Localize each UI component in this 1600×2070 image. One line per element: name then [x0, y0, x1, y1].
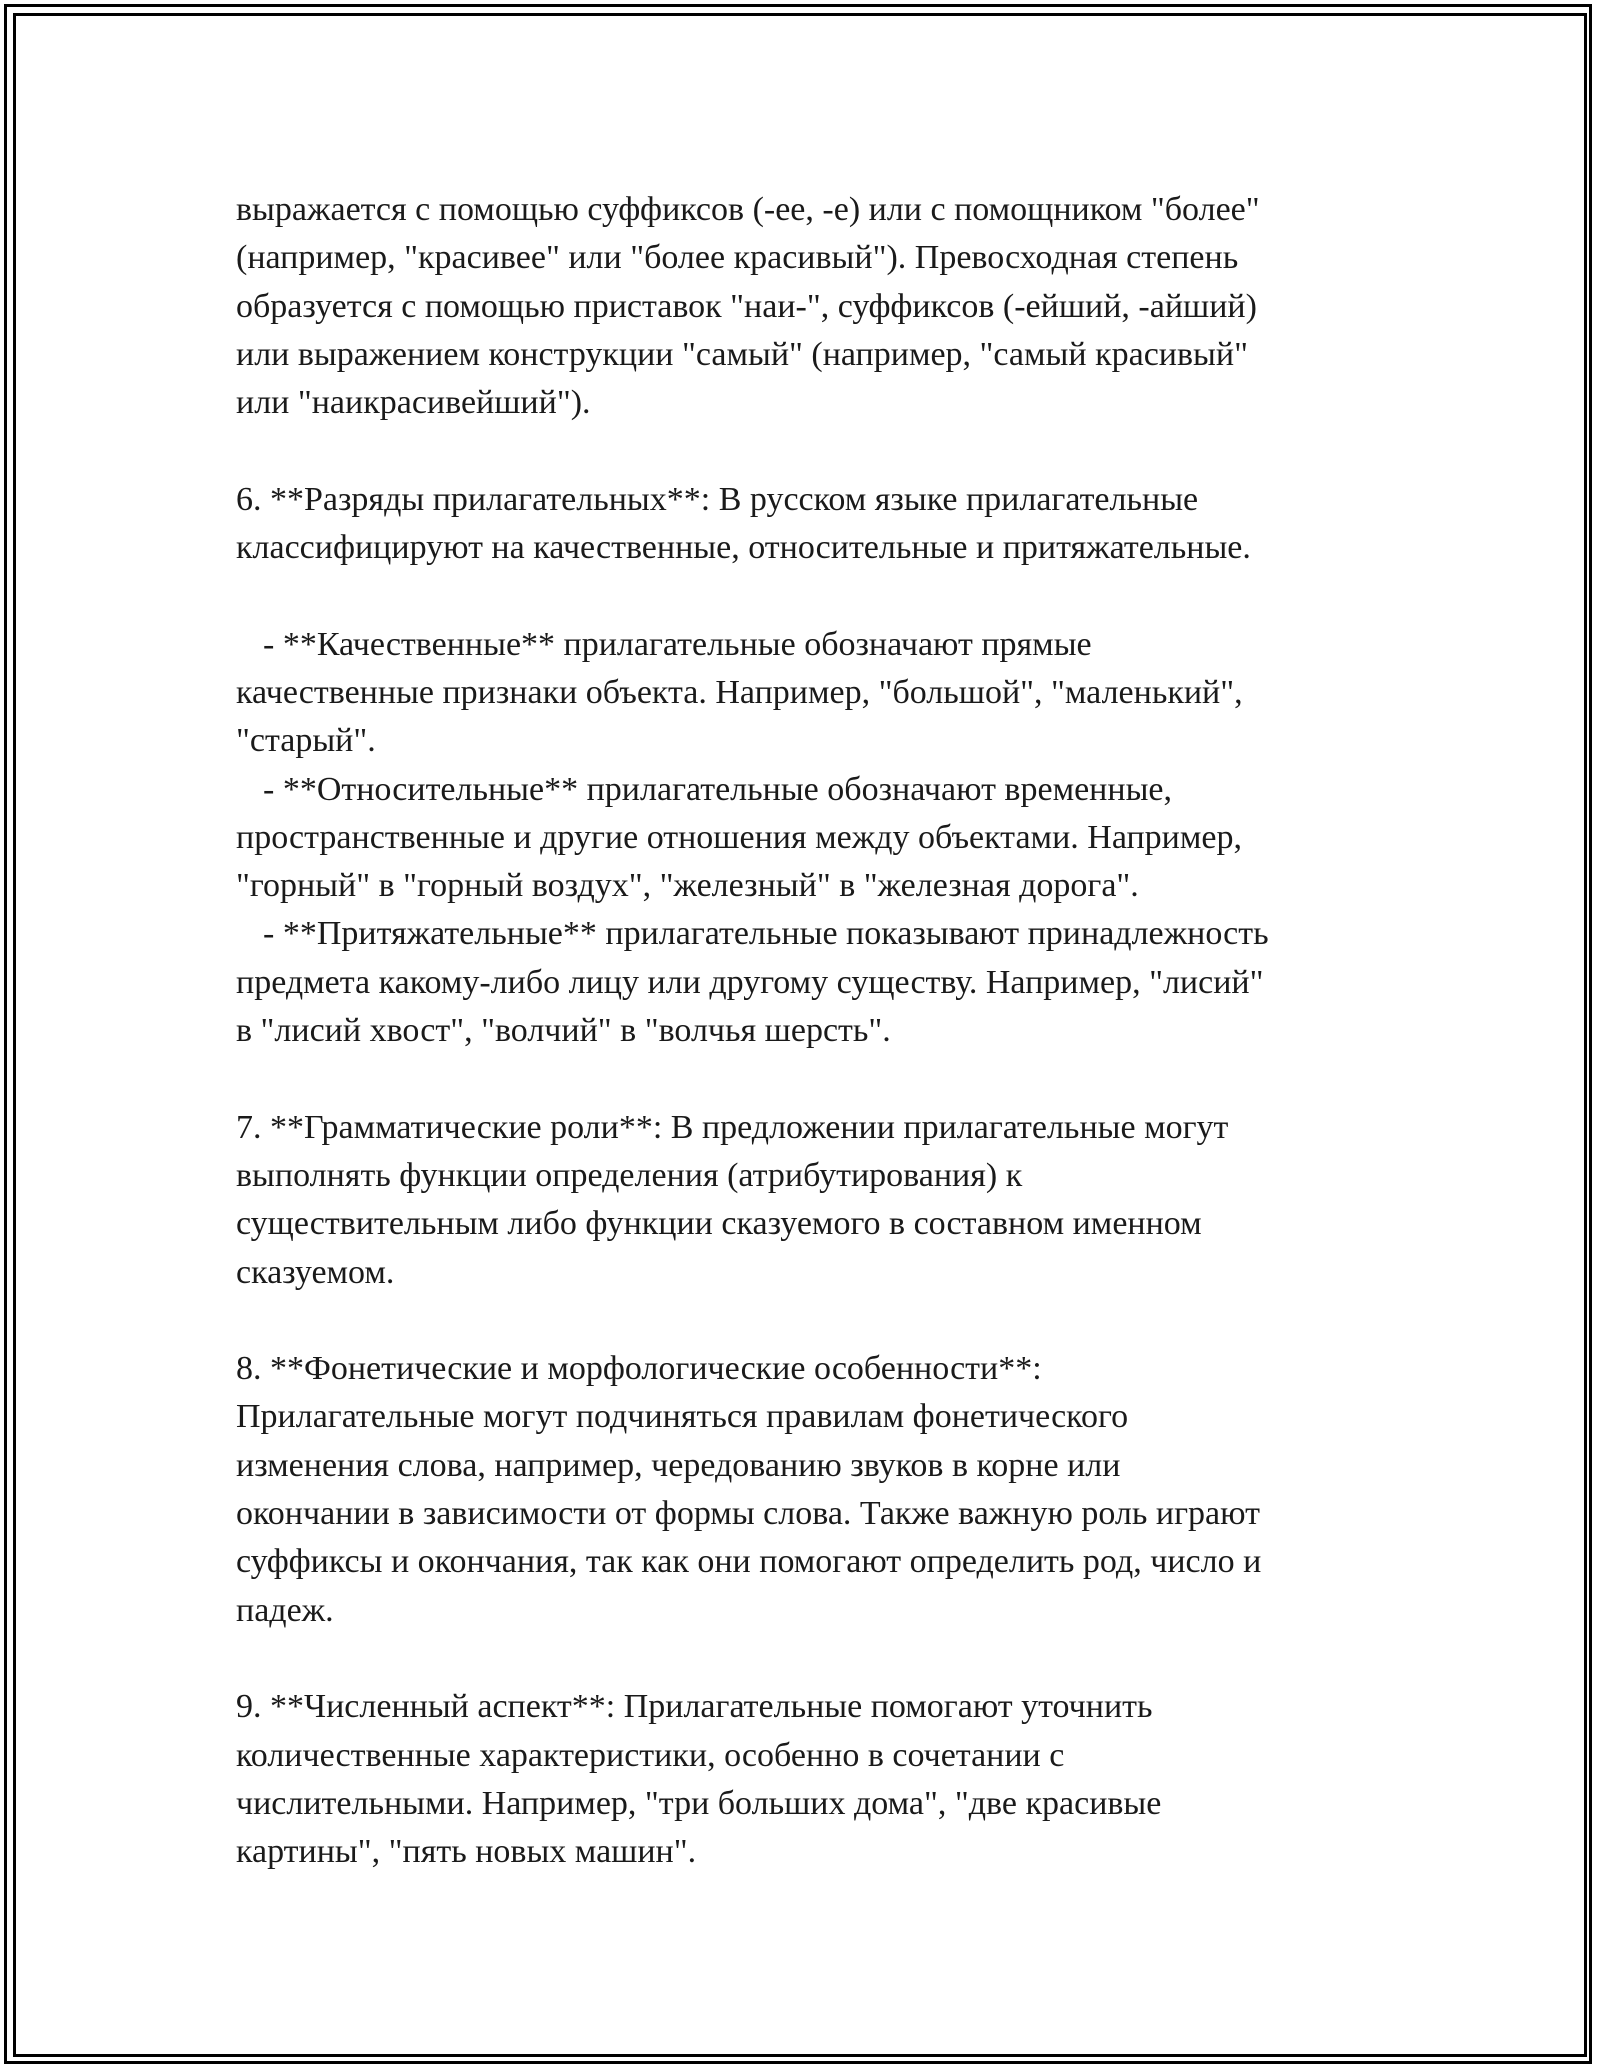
- paragraph-section-7: [236, 1104, 1366, 1297]
- text-line: 7. **Грамматические роли**: В предложении прилагательные могут: [236, 1108, 1229, 1146]
- paragraph-section-6: [236, 476, 1366, 573]
- list-item-possessive: - **Притяжательные** прилагательные показывают принадлежность: [263, 915, 1269, 953]
- text-line: качественные признаки объекта. Например, "большой", "маленький",: [236, 673, 1243, 711]
- paragraph-section-6-subitems: [236, 621, 1366, 1056]
- text-line: Прилагательные могут подчиняться правилам фонетического: [236, 1398, 1129, 1436]
- text-line: суффиксы и окончания, так как они помогают определить род, число и: [236, 1543, 1262, 1581]
- text-line: "горный" в "горный воздух", "железный" в "железная дорога".: [236, 867, 1139, 905]
- list-item-qualitative: - **Качественные** прилагательные обозначают прямые: [263, 625, 1092, 663]
- text-line: или "наикрасивейший").: [236, 384, 591, 422]
- text-line: 6. **Разряды прилагательных**: В русском языке прилагательные: [236, 480, 1199, 518]
- text-line: сказуемом.: [236, 1253, 395, 1291]
- text-line: "старый".: [236, 722, 376, 760]
- paragraph-gap: [236, 1297, 1366, 1345]
- text-line: картины", "пять новых машин".: [236, 1833, 697, 1871]
- text-line: в "лисий хвост", "волчий" в "волчья шерсть".: [236, 1012, 891, 1050]
- text-line: количественные характеристики, особенно в сочетании с: [236, 1736, 1065, 1774]
- paragraph-gap: [236, 1635, 1366, 1683]
- text-line: (например, "красивее" или "более красивый"). Превосходная степень: [236, 239, 1239, 277]
- text-line: падеж.: [236, 1591, 334, 1629]
- text-line: пространственные и другие отношения между объектами. Например,: [236, 818, 1242, 856]
- text-line: числительными. Например, "три больших дома", "две красивые: [236, 1784, 1162, 1822]
- text-line: выполнять функции определения (атрибутирования) к: [236, 1156, 1023, 1194]
- text-line: классифицируют на качественные, относительные и притяжательные.: [236, 529, 1251, 567]
- paragraph-gap: [236, 572, 1366, 620]
- text-line: 9. **Численный аспект**: Прилагательные помогают уточнить: [236, 1688, 1153, 1726]
- text-line: изменения слова, например, чередованию звуков в корне или: [236, 1446, 1121, 1484]
- text-line: или выражением конструкции "самый" (например, "самый красивый": [236, 335, 1248, 373]
- text-line: существительным либо функции сказуемого в составном именном: [236, 1205, 1202, 1243]
- paragraph-comparative-superlative: [236, 186, 1366, 427]
- text-line: образуется с помощью приставок "наи-", суффиксов (-ейший, -айший): [236, 287, 1257, 325]
- paragraph-gap: [236, 1055, 1366, 1103]
- paragraph-section-9: [236, 1683, 1366, 1876]
- text-line: предмета какому-либо лицу или другому существу. Например, "лисий": [236, 963, 1264, 1001]
- paragraph-gap: [236, 427, 1366, 475]
- document-body: [236, 186, 1366, 1876]
- text-line: окончании в зависимости от формы слова. Также важную роль играют: [236, 1495, 1260, 1533]
- text-line: 8. **Фонетические и морфологические особенности**:: [236, 1350, 1042, 1388]
- list-item-relative: - **Относительные** прилагательные обозначают временные,: [263, 770, 1173, 808]
- text-line: выражается с помощью суффиксов (-ее, -е) или с помощником "более": [236, 191, 1260, 228]
- paragraph-section-8: [236, 1345, 1366, 1635]
